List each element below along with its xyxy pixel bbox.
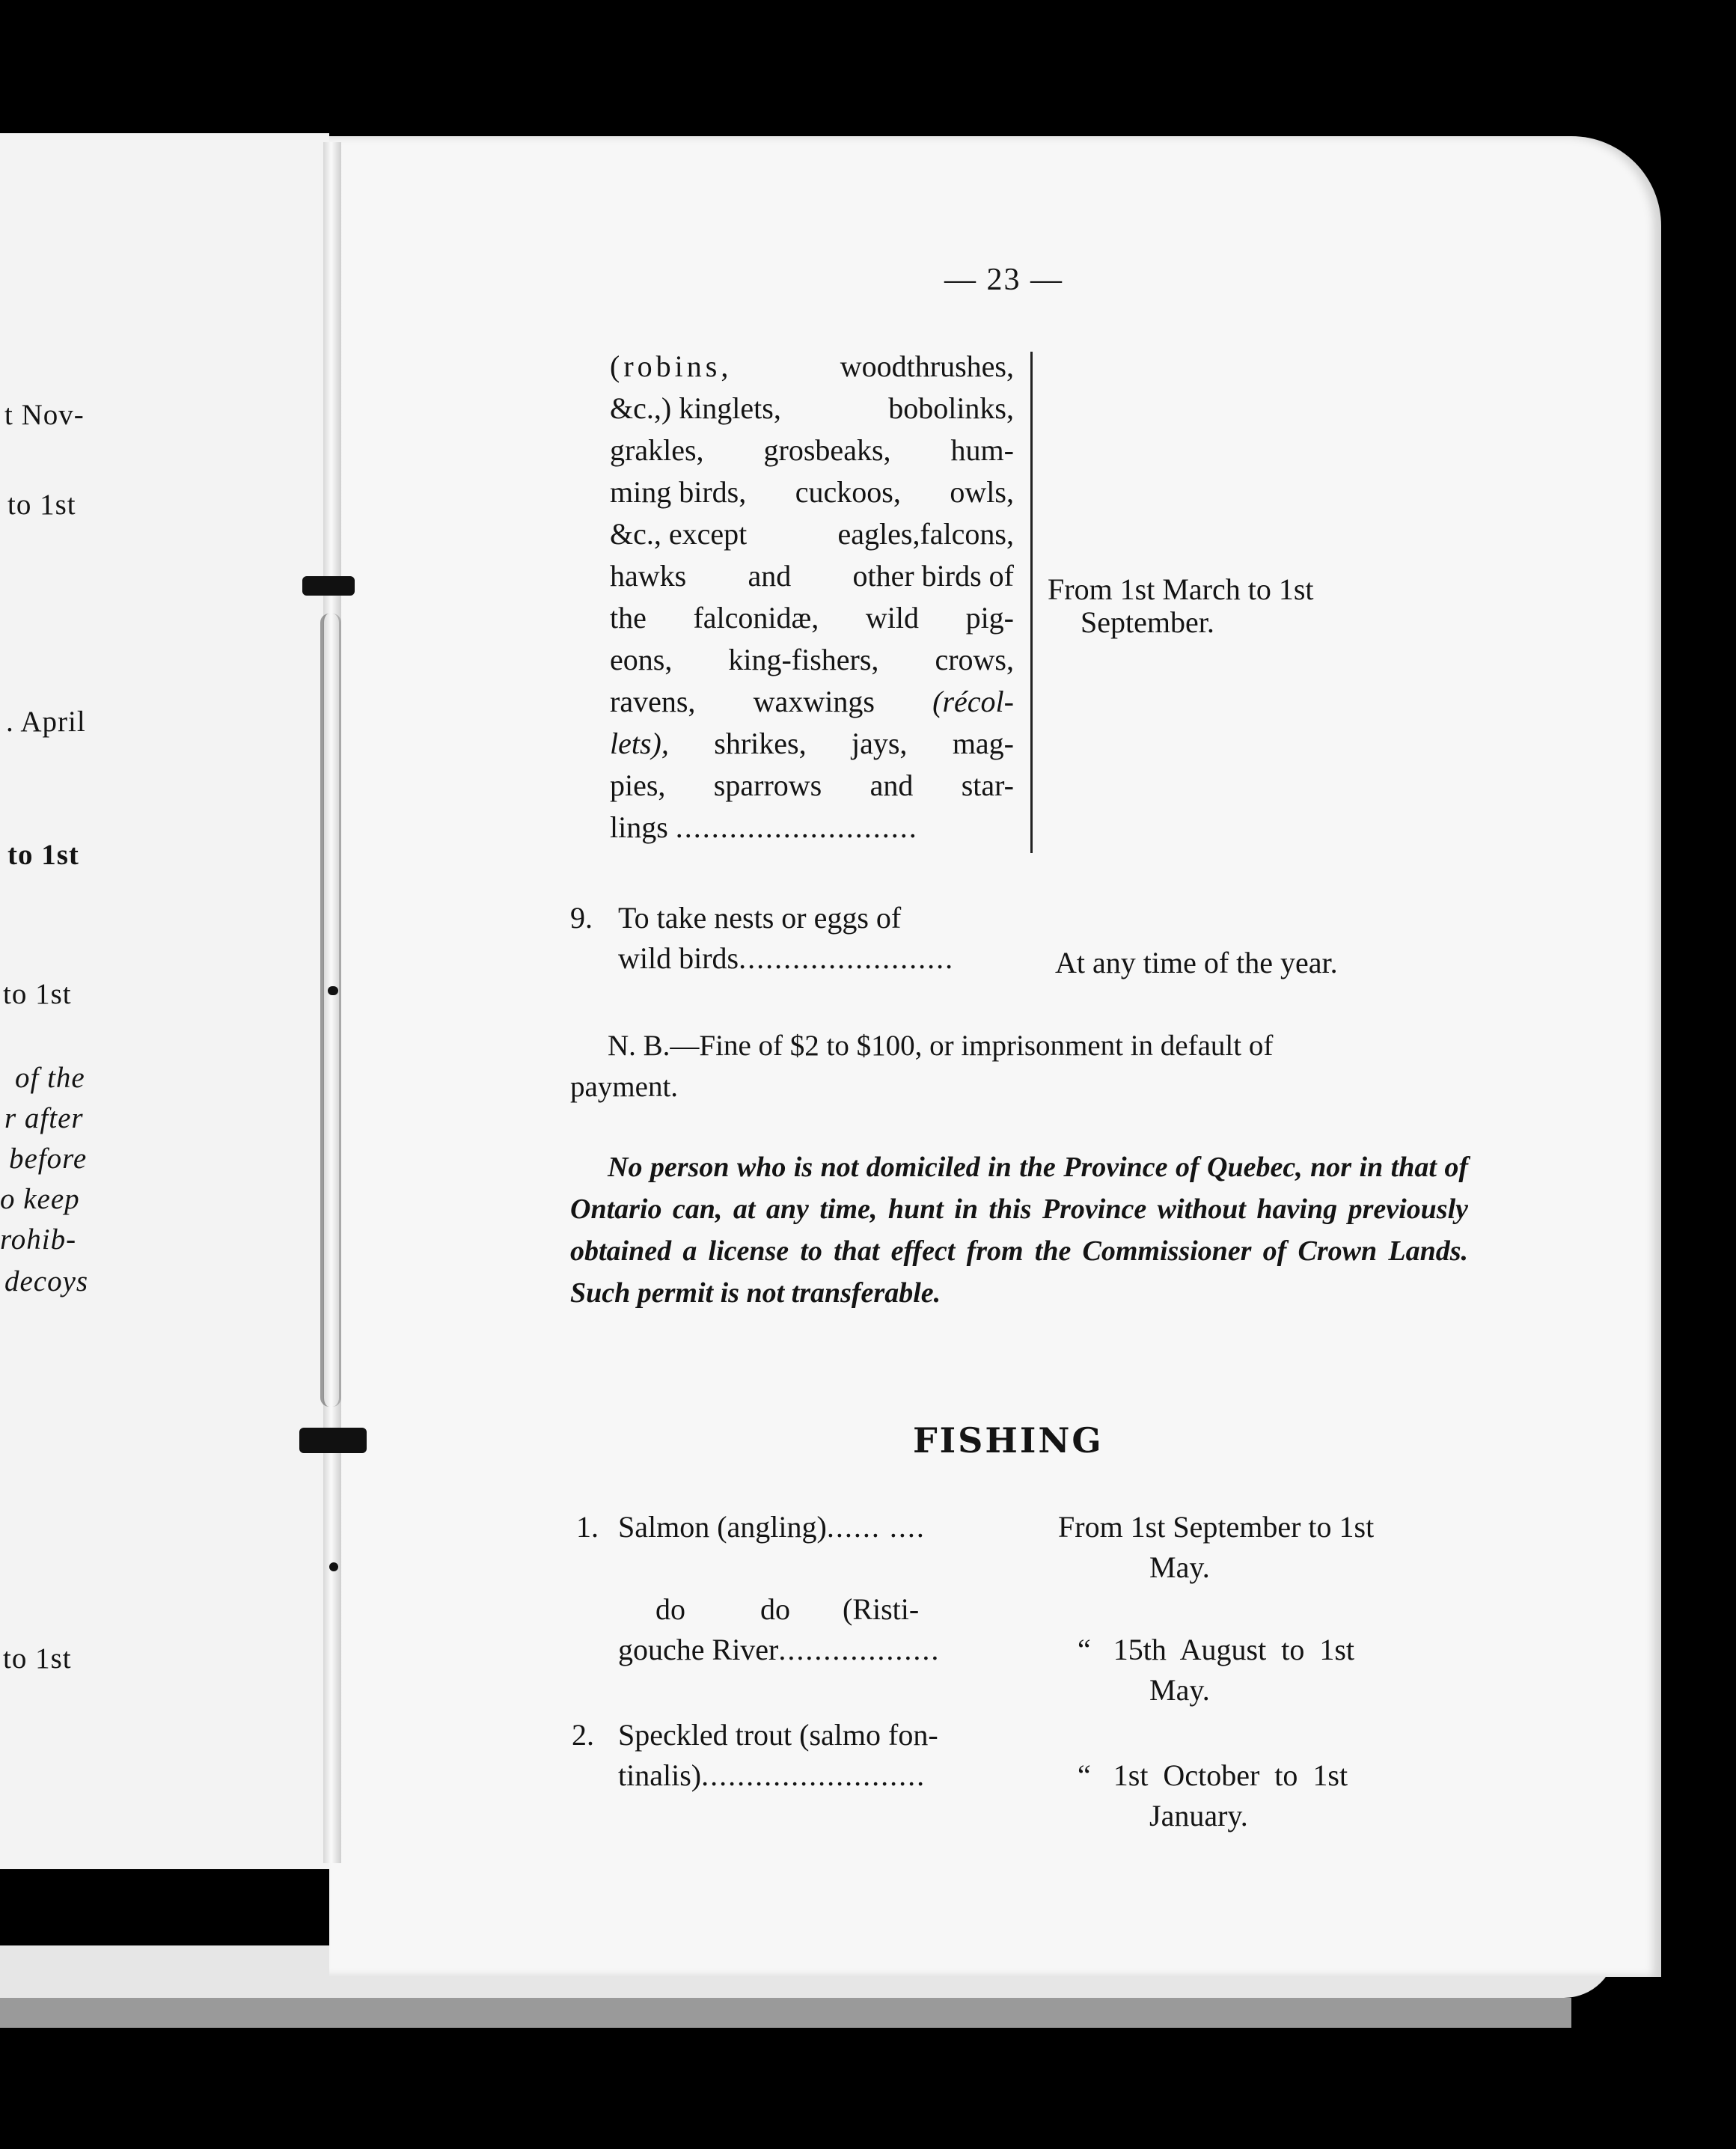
- left-page-fragment: decoys: [4, 1265, 89, 1297]
- book-cover-edge: [0, 1998, 1571, 2028]
- species-line: lets), shrikes, jays, mag-: [610, 727, 1014, 760]
- species-line: pies, sparrows and star-: [610, 768, 1014, 802]
- fishing-item-season: “ 15th August to 1st May.: [1078, 1633, 1355, 1707]
- species-line: hawks and other birds of: [610, 559, 1014, 593]
- fishing-item-name: Speckled trout (salmo fon- tinalis).........................: [618, 1718, 938, 1792]
- species-line: ming birds, cuckoos, owls,: [610, 475, 1014, 509]
- grouping-brace: [1020, 352, 1033, 853]
- section-heading: FISHING: [913, 1420, 1104, 1461]
- left-page-fragment: to 1st: [3, 1642, 72, 1675]
- left-page-fragment: r after: [4, 1102, 84, 1134]
- species-line: ravens, waxwings (récol-: [610, 685, 1014, 718]
- fishing-item-name: do do (Risti- gouche River..................: [618, 1592, 941, 1666]
- page-number: — 23 —: [944, 263, 1063, 297]
- left-page-fragment: before: [9, 1143, 88, 1175]
- binding-thread: [320, 614, 341, 1407]
- fishing-item-season: From 1st September to 1st May.: [1058, 1510, 1375, 1584]
- nb-paragraph: N. B.—Fine of $2 to $100, or imprisonment in default of payment.: [570, 1030, 1274, 1103]
- species-line: &c.,) kinglets, bobolinks,: [610, 391, 1014, 425]
- species-line: lings ...........................: [610, 810, 918, 844]
- fishing-item-season: “ 1st October to 1st January.: [1078, 1758, 1348, 1832]
- species-line: the falconidæ, wild pig-: [610, 601, 1014, 635]
- species-line: (robins, woodthrushes,: [610, 349, 1014, 383]
- species-line: grakles, grosbeaks, hum-: [610, 433, 1014, 467]
- left-page-fragment: of the: [15, 1062, 85, 1094]
- item-9-text: To take nests or eggs of wild birds........................: [618, 901, 955, 975]
- left-page-fragment: t Nov-: [4, 399, 85, 431]
- species-line: &c., except eagles,falcons,: [610, 517, 1014, 551]
- fishing-item-name: Salmon (angling)...... ....: [618, 1510, 926, 1544]
- left-page-fragment: . April: [6, 706, 86, 738]
- fishing-item-number: 1.: [576, 1510, 599, 1544]
- left-page-fragment: to 1st: [7, 489, 76, 521]
- item-9-season: At any time of the year.: [1055, 946, 1338, 979]
- left-page-fragment: rohib-: [0, 1223, 77, 1256]
- left-page-fragment: to 1st: [7, 839, 79, 871]
- binding-knot-bottom: [299, 1428, 367, 1453]
- birds-species-list: [610, 346, 1014, 849]
- item-9-number: 9.: [570, 901, 593, 935]
- license-notice: No person who is not domiciled in the Province of Quebec, nor in that of Ontario can, at any time, hunt in this Province without having previously obtained a license to that effect from the Commissioner of Crown Lands. Such permit is not transferable.: [570, 1152, 1468, 1309]
- fishing-item-number: 2.: [572, 1718, 594, 1752]
- birds-season: From 1st March to 1st September.: [1048, 572, 1314, 639]
- species-line: eons, king-fishers, crows,: [610, 643, 1014, 676]
- left-page-fragment: to 1st: [3, 978, 72, 1010]
- binding-mark: [329, 1562, 338, 1571]
- binding-knot-top: [302, 576, 355, 596]
- left-page-fragment: o keep: [0, 1183, 80, 1215]
- binding-mark: [328, 986, 338, 995]
